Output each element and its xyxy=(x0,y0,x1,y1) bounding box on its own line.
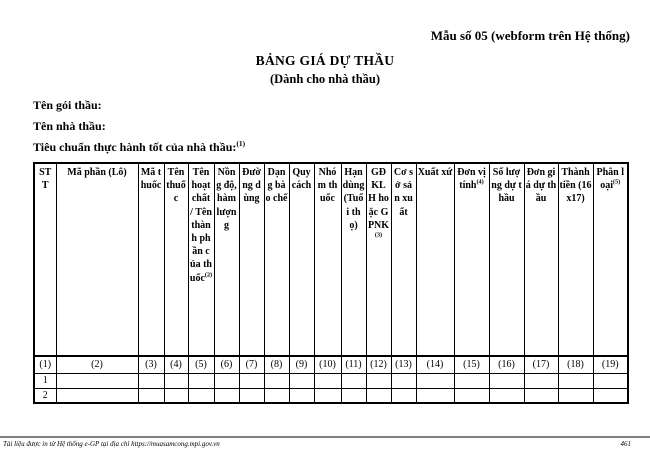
header-row xyxy=(34,163,628,356)
column-number-row xyxy=(34,356,628,373)
col-header-6: Nồng độ, hàm lượng xyxy=(214,163,239,356)
empty-cell xyxy=(214,373,239,388)
col-number-11: (11) xyxy=(341,356,366,373)
empty-cell xyxy=(524,373,558,388)
table-row-1 xyxy=(34,373,628,388)
col-number-4: (4) xyxy=(164,356,188,373)
empty-cell xyxy=(164,388,188,403)
footer-source-note: Tài liệu được in từ Hệ thống e-GP tại địa chỉ https://muasamcong.mpi.gov.vn xyxy=(3,440,220,448)
col-header-1: STT xyxy=(34,163,56,356)
footnote-marker: (1) xyxy=(236,139,246,148)
col-number-7: (7) xyxy=(239,356,264,373)
col-header-8: Dạng bào chế xyxy=(264,163,289,356)
empty-cell xyxy=(289,373,314,388)
col-number-10: (10) xyxy=(314,356,341,373)
field-label: Tên nhà thầu: xyxy=(33,119,106,133)
footnote-marker: (2) xyxy=(204,271,213,279)
col-header-7: Đường dùng xyxy=(239,163,264,356)
empty-cell xyxy=(341,373,366,388)
field-package-name xyxy=(33,98,102,113)
col-header-11: Hạn dùng (Tuổi thọ) xyxy=(341,163,366,356)
empty-cell xyxy=(289,388,314,403)
empty-cell xyxy=(391,388,416,403)
col-number-16: (16) xyxy=(489,356,524,373)
empty-cell xyxy=(366,388,391,403)
page-number: 461 xyxy=(620,440,631,448)
empty-cell xyxy=(366,373,391,388)
empty-cell xyxy=(341,388,366,403)
col-header-19: Phân loại$^{(5)}$ xyxy=(593,163,628,356)
col-number-9: (9) xyxy=(289,356,314,373)
page-title: BẢNG GIÁ DỰ THẦU xyxy=(255,53,395,68)
footnote-marker: (4) xyxy=(476,178,484,186)
field-label: Tên gói thầu: xyxy=(33,98,102,112)
col-header-4: Tên thuốc xyxy=(164,163,188,356)
empty-cell xyxy=(314,373,341,388)
empty-cell xyxy=(416,388,454,403)
table-row-2 xyxy=(34,388,628,403)
empty-cell xyxy=(239,388,264,403)
empty-cell xyxy=(524,388,558,403)
col-header-10: Nhóm thuốc xyxy=(314,163,341,356)
col-number-12: (12) xyxy=(366,356,391,373)
empty-cell xyxy=(164,373,188,388)
footnote-marker: (3) xyxy=(374,231,383,239)
col-number-17: (17) xyxy=(524,356,558,373)
col-header-3: Mã thuốc xyxy=(138,163,164,356)
col-header-12: GĐKLH hoặc GPNK$^{(3)}$ xyxy=(366,163,391,356)
empty-cell xyxy=(264,373,289,388)
page-subtitle: (Dành cho nhà thầu) xyxy=(269,72,381,86)
col-number-1: (1) xyxy=(34,356,56,373)
col-header-13: Cơ sở sản xuất xyxy=(391,163,416,356)
field-contractor-name xyxy=(33,119,106,134)
empty-cell xyxy=(489,373,524,388)
footnote-marker: (5) xyxy=(613,178,621,186)
col-number-13: (13) xyxy=(391,356,416,373)
col-number-2: (2) xyxy=(56,356,138,373)
row-stt-cell: 1 xyxy=(34,373,56,388)
col-number-18: (18) xyxy=(558,356,593,373)
col-header-14: Xuất xứ xyxy=(416,163,454,356)
empty-cell xyxy=(593,388,628,403)
col-header-16: Số lượng dự thầu xyxy=(489,163,524,356)
field-good-practice-standard xyxy=(33,140,245,155)
col-number-14: (14) xyxy=(416,356,454,373)
empty-cell xyxy=(239,373,264,388)
col-number-5: (5) xyxy=(188,356,214,373)
empty-cell xyxy=(558,388,593,403)
empty-cell xyxy=(56,388,138,403)
col-header-17: Đơn giá dự thầu xyxy=(524,163,558,356)
empty-cell xyxy=(264,388,289,403)
footer-divider xyxy=(0,436,650,438)
empty-cell xyxy=(558,373,593,388)
empty-cell xyxy=(138,388,164,403)
form-number-label: Mẫu số 05 (webform trên Hệ thống) xyxy=(430,28,630,43)
bid-price-table xyxy=(33,162,629,404)
empty-cell xyxy=(56,373,138,388)
row-stt-cell: 2 xyxy=(34,388,56,403)
col-number-19: (19) xyxy=(593,356,628,373)
col-header-18: Thành tiền (16x17) xyxy=(558,163,593,356)
col-header-5: Tên hoạt chất / Tên thành phần của thuốc$^{(2)}$ xyxy=(188,163,214,356)
empty-cell xyxy=(416,373,454,388)
empty-cell xyxy=(188,388,214,403)
col-number-3: (3) xyxy=(138,356,164,373)
empty-cell xyxy=(391,373,416,388)
empty-cell xyxy=(188,373,214,388)
empty-cell xyxy=(138,373,164,388)
empty-cell xyxy=(314,388,341,403)
col-number-8: (8) xyxy=(264,356,289,373)
col-number-15: (15) xyxy=(454,356,489,373)
col-header-9: Quy cách xyxy=(289,163,314,356)
empty-cell xyxy=(454,373,489,388)
empty-cell xyxy=(214,388,239,403)
field-label: Tiêu chuẩn thực hành tốt của nhà thầu: xyxy=(33,140,237,154)
col-header-15: Đơn vị tính$^{(4)}$ xyxy=(454,163,489,356)
empty-cell xyxy=(593,373,628,388)
col-header-2: Mã phần (Lô) xyxy=(56,163,138,356)
empty-cell xyxy=(489,388,524,403)
empty-cell xyxy=(454,388,489,403)
col-number-6: (6) xyxy=(214,356,239,373)
